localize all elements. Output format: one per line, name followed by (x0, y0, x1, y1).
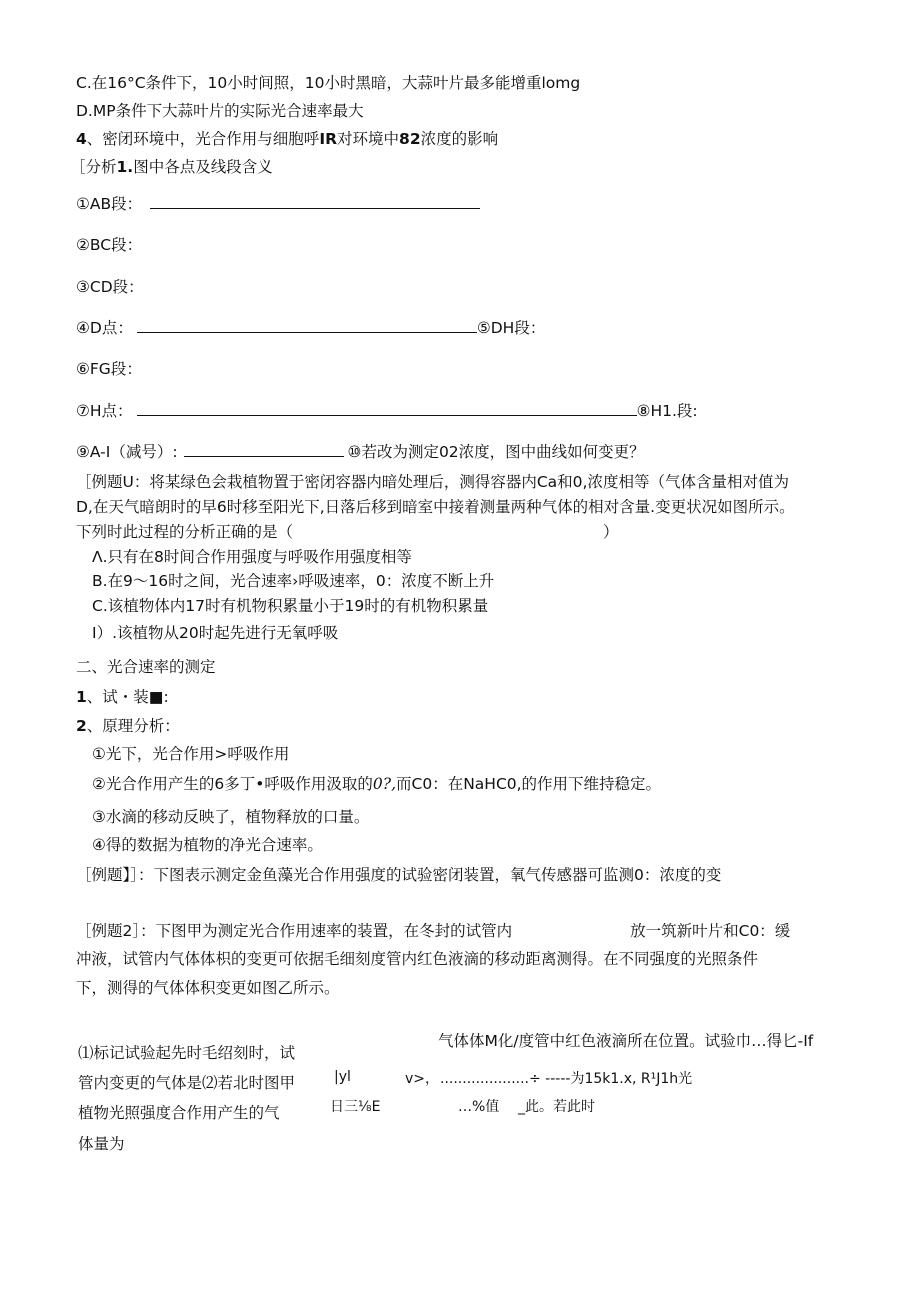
example-1-line-1: ［例题U：将某绿色会栽植物置于密闭容器内暗处理后，测得容器内Ca和0,浓度相等（气体含量相对值为 (76, 473, 789, 491)
fill-line-3: 植物光照强度合作用产生的气 (78, 1104, 280, 1122)
question-10: ⑩若改为测定02浓度，图中曲线如何变更？ (347, 443, 645, 461)
principle-2-a: ②光合作用产生的6多丁•呼吸作用汲取的 (92, 775, 373, 793)
fill-line-4: 体量为 (78, 1135, 125, 1153)
option-d: I）.该植物从20时起先进行无氧呼吸 (92, 624, 339, 642)
principle-2-italic: 0?, (372, 775, 397, 793)
item-2-text: 、原理分析： (86, 717, 180, 735)
section-4-number: 4 (76, 130, 87, 148)
blank-ab-label: ①AB段： (76, 195, 143, 213)
answer-line-h[interactable] (137, 401, 637, 416)
section-4-text-3: 浓度的影响 (420, 130, 499, 148)
example-a-line: ［例题】］：下图表示测定金鱼藻光合作用强度的试验密闭装置，氧气传感器可监测0：浓度的变 (76, 866, 722, 884)
example-1-line-3 (76, 521, 619, 543)
principle-2-b: 而C0：在NaHC0,的作用下维持稳定。 (396, 775, 662, 793)
example-2-line-3: 下，测得的气体体积变更如图乙所示。 (76, 979, 340, 997)
section-4-text: 、密闭环境中，光合作用与细胞呼 (86, 130, 320, 148)
section-4-heading (76, 128, 498, 150)
answer-line-d[interactable] (137, 318, 477, 333)
blank-d-label: ④D点： (76, 319, 133, 337)
blank-fg: ⑥FG段： (76, 360, 142, 378)
fill-line-1: ⑴标记试验起先时毛绍刻时，试 (78, 1044, 296, 1062)
option-c-line: C.在16°C条件下，10小时间照，10小时黑暗，大蒜叶片最多能增重lomg (76, 74, 581, 92)
example-1-question: 下列时此过程的分析正确的是（ (76, 523, 294, 541)
principle-1: ①光下，光合作用>呼吸作用 (92, 745, 290, 763)
blank-ab (76, 193, 480, 215)
middle-fragment-6: _此。若此时 (518, 1099, 595, 1115)
principle-4: ④得的数据为植物的净光合速率。 (92, 836, 323, 854)
item-1-text: 、试・装■: (86, 688, 169, 706)
principle-3: ③水滴的移动反映了，植物释放的口量。 (92, 808, 370, 826)
option-d-line: D.MP条件下大蒜叶片的实际光合速率最大 (76, 102, 364, 120)
option-c: C.该植物体内17时有机物积累量小于19时的有机物积累量 (92, 597, 489, 615)
blank-bc: ②BC段： (76, 236, 143, 254)
analysis-number: 1. (116, 158, 134, 176)
item-1-number: 1 (76, 688, 87, 706)
middle-fragment-1: |yl (334, 1069, 351, 1085)
blank-h-point (76, 400, 698, 422)
blank-h-label: ⑦H点： (76, 402, 133, 420)
blank-h1-label: ⑧H1.段: (636, 402, 698, 420)
analysis-text: 图中各点及线段含义 (133, 158, 273, 176)
blank-a-minus-i (76, 441, 645, 463)
principle-2 (92, 773, 661, 795)
analysis-open: ［分析 (70, 158, 117, 176)
middle-fragment-4: 日三⅛E (330, 1099, 381, 1115)
option-b: B.在9〜16时之间，光合速率›呼吸速率，0：浓度不断上升 (92, 572, 495, 590)
blank-ai-label: ⑨A-I（减号）: (76, 443, 178, 461)
fill-line-2: 管内变更的气体是⑵若北时图甲 (78, 1074, 296, 1092)
answer-line-ab[interactable] (150, 194, 480, 209)
blank-dh-label: ⑤DH段： (476, 319, 546, 337)
section-4-text-2: 对环境中 (337, 130, 400, 148)
blank-cd: ③CD段： (76, 278, 144, 296)
answer-line-ai[interactable] (184, 442, 344, 457)
blank-d-point (76, 317, 545, 339)
section-4-bold-82: 82 (399, 130, 421, 148)
section-2-heading: 二、光合速率的测定 (76, 658, 216, 676)
section-4-bold-ir: IR (319, 130, 338, 148)
example-2-line-1 (76, 920, 790, 942)
example-1-line-2: D,在天气暗朗时的早6时移至阳光下,日落后移到暗室中接着测量两种气体的相对含量.变更状况如图所示。 (76, 498, 795, 516)
middle-line-1: 气体体M化/度管中红色液滴所在位置。试验巾…得匕-If (438, 1032, 814, 1050)
middle-fragment-5: …%值 (458, 1099, 500, 1115)
example-2-line-1b: 放一筑新叶片和C0：缓 (630, 922, 791, 940)
example-2-line-2: 冲液，试管内气体体枳的变更可依据毛细刻度管内红色液滴的移动距离测得。在不同强度的光照条件 (76, 950, 759, 968)
option-a: Λ.只有在8时间合作用强度与呼吸作用强度相等 (92, 548, 412, 566)
item-2 (76, 715, 180, 737)
item-2-number: 2 (76, 717, 87, 735)
example-2-line-1a: ［例题2］：下图甲为测定光合作用速率的装置，在冬封的试管内 (76, 922, 513, 940)
middle-fragment-3: ....................÷ -----为15k1.x, R¹J1h光 (440, 1071, 693, 1087)
middle-fragment-2: v>， (405, 1071, 440, 1087)
example-1-close-paren: ） (603, 523, 619, 541)
analysis-heading (70, 156, 273, 178)
item-1 (76, 686, 169, 708)
